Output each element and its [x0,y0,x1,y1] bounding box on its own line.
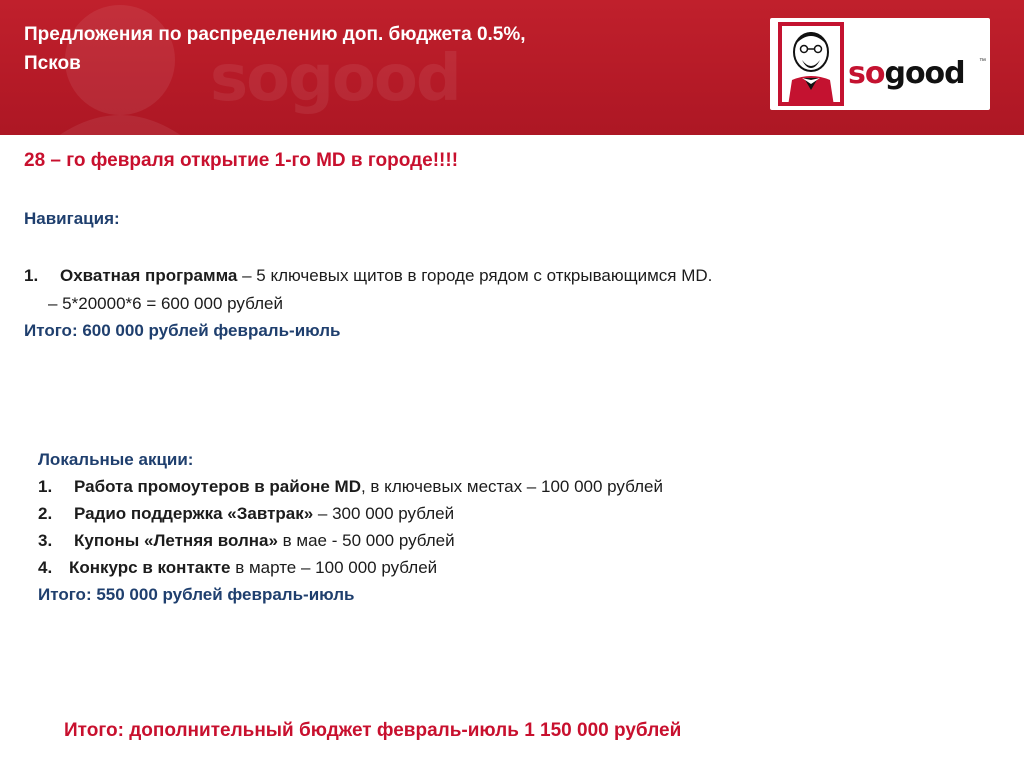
grand-total: Итого: дополнительный бюджет февраль-июль 1 150 000 рублей [64,720,682,741]
trademark-symbol: ™ [979,58,986,65]
navigation-item [24,266,712,286]
navigation-calculation: – 5*20000*6 = 600 000 рублей [48,294,283,313]
local-promotion-number: 1. [38,477,53,496]
local-promotion-description: , в ключевых местах – 100 000 рублей [360,477,663,496]
local-promotion-number: 3. [38,531,53,550]
navigation-heading: Навигация: [24,209,120,228]
local-promotion-description: – 300 000 рублей [313,504,455,523]
local-promotion-item [38,558,437,578]
navigation-item-name: Охватная программа [60,266,238,285]
kfc-sogood-logo [770,18,990,110]
local-promotions-heading: Локальные акции: [38,450,194,469]
local-promotion-name: Купоны «Летняя волна» [74,531,278,550]
slide-title [24,20,724,78]
local-promotion-name: Радио поддержка «Завтрак» [74,504,314,523]
local-promotion-number: 2. [38,504,53,523]
local-promotion-item [38,531,455,551]
local-promotion-description: в марте – 100 000 рублей [230,558,438,577]
local-promotion-item [38,504,454,524]
local-promotion-description: в мае - 50 000 рублей [277,531,455,550]
colonel-sanders-icon [778,22,844,106]
local-promotions-total: Итого: 550 000 рублей февраль-июль [38,585,355,604]
slide-title-line-1: Предложения по распределению доп. бюджета 0.5%, [24,24,526,45]
slide-title-line-2: Псков [24,53,81,74]
header-banner [0,0,1024,135]
navigation-item-number: 1. [24,266,39,285]
local-promotion-name: Работа промоутеров в районе MD [74,477,361,496]
sogood-logo-text [848,56,965,91]
sogood-watermark: sogood [210,42,460,116]
opening-announcement: 28 – го февраля открытие 1-го MD в городе!!!! [24,150,459,171]
local-promotion-name: Конкурс в контакте [69,558,231,577]
navigation-item-description: – 5 ключевых щитов в городе рядом с открывающимся MD. [237,266,713,285]
logo-text-good: good [884,56,965,91]
local-promotion-number: 4. [38,558,53,577]
local-promotion-item [38,477,663,497]
logo-text-so: so [848,56,885,91]
navigation-total: Итого: 600 000 рублей февраль-июль [24,321,341,340]
